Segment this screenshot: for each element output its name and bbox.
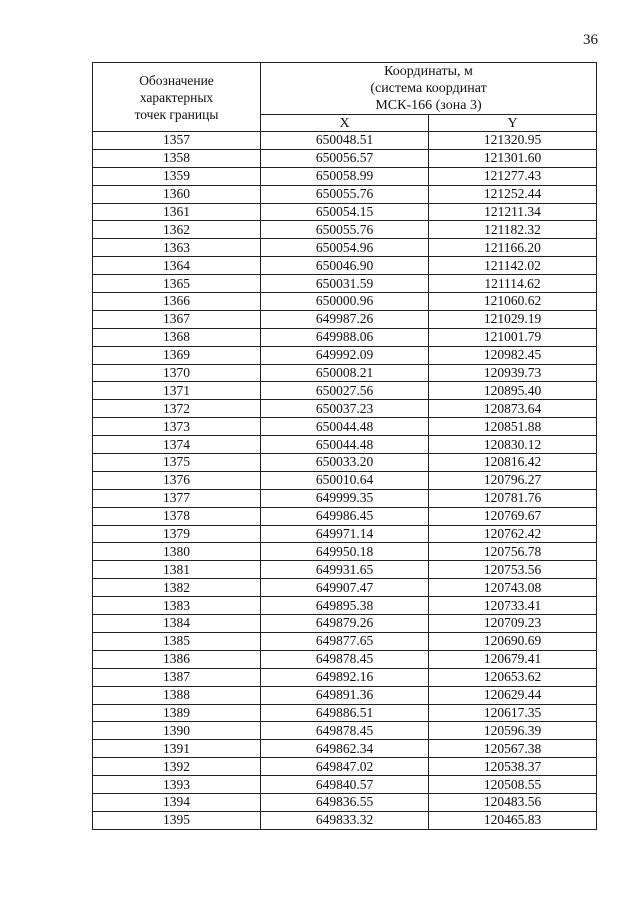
point-cell: 1390 xyxy=(93,722,261,740)
table-row xyxy=(93,668,597,686)
x-cell: 650046.90 xyxy=(261,257,429,275)
point-cell: 1382 xyxy=(93,579,261,597)
point-cell: 1367 xyxy=(93,310,261,328)
table-row xyxy=(93,525,597,543)
x-cell: 649847.02 xyxy=(261,758,429,776)
coordinates-header xyxy=(261,63,597,115)
y-cell: 121142.02 xyxy=(429,257,597,275)
y-cell: 120709.23 xyxy=(429,615,597,633)
point-cell: 1368 xyxy=(93,328,261,346)
table-row xyxy=(93,310,597,328)
x-cell: 649862.34 xyxy=(261,740,429,758)
y-cell: 121211.34 xyxy=(429,203,597,221)
x-cell: 649886.51 xyxy=(261,704,429,722)
y-cell: 120733.41 xyxy=(429,597,597,615)
x-cell: 650044.48 xyxy=(261,418,429,436)
point-cell: 1371 xyxy=(93,382,261,400)
y-cell: 120465.83 xyxy=(429,811,597,829)
table-row xyxy=(93,543,597,561)
table-row xyxy=(93,132,597,150)
x-cell: 649895.38 xyxy=(261,597,429,615)
point-cell: 1377 xyxy=(93,489,261,507)
point-header-line: точек границы xyxy=(134,106,219,122)
x-cell: 650054.96 xyxy=(261,239,429,257)
page-number: 36 xyxy=(583,32,598,48)
x-column-header: X xyxy=(261,115,429,132)
point-cell: 1387 xyxy=(93,668,261,686)
point-cell: 1393 xyxy=(93,776,261,794)
x-cell: 650037.23 xyxy=(261,400,429,418)
table-row xyxy=(93,704,597,722)
point-cell: 1362 xyxy=(93,221,261,239)
point-cell: 1391 xyxy=(93,740,261,758)
x-cell: 650056.57 xyxy=(261,149,429,167)
table-row xyxy=(93,615,597,633)
y-cell: 120596.39 xyxy=(429,722,597,740)
y-cell: 121320.95 xyxy=(429,132,597,150)
x-cell: 649907.47 xyxy=(261,579,429,597)
x-cell: 649836.55 xyxy=(261,793,429,811)
point-cell: 1378 xyxy=(93,507,261,525)
x-cell: 649878.45 xyxy=(261,722,429,740)
table-row xyxy=(93,471,597,489)
point-cell: 1395 xyxy=(93,811,261,829)
x-cell: 649879.26 xyxy=(261,615,429,633)
y-cell: 120873.64 xyxy=(429,400,597,418)
x-cell: 649877.65 xyxy=(261,632,429,650)
x-cell: 650033.20 xyxy=(261,454,429,472)
table-row xyxy=(93,293,597,311)
table-row xyxy=(93,167,597,185)
table-row xyxy=(93,740,597,758)
y-cell: 120796.27 xyxy=(429,471,597,489)
table-row xyxy=(93,400,597,418)
table-row xyxy=(93,382,597,400)
y-cell: 121001.79 xyxy=(429,328,597,346)
x-cell: 650055.76 xyxy=(261,185,429,203)
y-cell: 120617.35 xyxy=(429,704,597,722)
point-cell: 1370 xyxy=(93,364,261,382)
point-header-line: характерных xyxy=(139,89,214,105)
y-cell: 121182.32 xyxy=(429,221,597,239)
y-cell: 120679.41 xyxy=(429,650,597,668)
table-row xyxy=(93,328,597,346)
y-cell: 120538.37 xyxy=(429,758,597,776)
table-body xyxy=(93,132,597,830)
x-cell: 649986.45 xyxy=(261,507,429,525)
y-cell: 120567.38 xyxy=(429,740,597,758)
point-cell: 1375 xyxy=(93,454,261,472)
x-cell: 649987.26 xyxy=(261,310,429,328)
x-cell: 649892.16 xyxy=(261,668,429,686)
point-cell: 1366 xyxy=(93,293,261,311)
x-cell: 650055.76 xyxy=(261,221,429,239)
table-row xyxy=(93,579,597,597)
x-cell: 649988.06 xyxy=(261,328,429,346)
table-header xyxy=(93,63,597,132)
y-cell: 121252.44 xyxy=(429,185,597,203)
y-cell: 120762.42 xyxy=(429,525,597,543)
y-cell: 121301.60 xyxy=(429,149,597,167)
point-cell: 1392 xyxy=(93,758,261,776)
y-cell: 121029.19 xyxy=(429,310,597,328)
y-cell: 120690.69 xyxy=(429,632,597,650)
y-column-header: Y xyxy=(429,115,597,132)
y-cell: 120816.42 xyxy=(429,454,597,472)
x-cell: 650027.56 xyxy=(261,382,429,400)
x-cell: 650008.21 xyxy=(261,364,429,382)
x-cell: 649891.36 xyxy=(261,686,429,704)
table-row xyxy=(93,597,597,615)
x-cell: 649840.57 xyxy=(261,776,429,794)
y-cell: 120781.76 xyxy=(429,489,597,507)
coords-header-line: МСК-166 (зона 3) xyxy=(375,98,482,113)
point-cell: 1363 xyxy=(93,239,261,257)
x-cell: 650044.48 xyxy=(261,436,429,454)
point-cell: 1360 xyxy=(93,185,261,203)
coords-header-line: (система координат xyxy=(370,81,487,96)
table-row xyxy=(93,436,597,454)
table-row xyxy=(93,221,597,239)
x-cell: 649950.18 xyxy=(261,543,429,561)
y-cell: 120629.44 xyxy=(429,686,597,704)
table-row xyxy=(93,650,597,668)
boundary-coordinates-table xyxy=(92,62,597,830)
x-cell: 650048.51 xyxy=(261,132,429,150)
point-cell: 1379 xyxy=(93,525,261,543)
table-row xyxy=(93,561,597,579)
point-cell: 1384 xyxy=(93,615,261,633)
table-row xyxy=(93,418,597,436)
point-cell: 1364 xyxy=(93,257,261,275)
point-cell: 1359 xyxy=(93,167,261,185)
y-cell: 120483.56 xyxy=(429,793,597,811)
table-row xyxy=(93,257,597,275)
y-cell: 120753.56 xyxy=(429,561,597,579)
table-row xyxy=(93,239,597,257)
y-cell: 121166.20 xyxy=(429,239,597,257)
y-cell: 121277.43 xyxy=(429,167,597,185)
point-cell: 1385 xyxy=(93,632,261,650)
y-cell: 120895.40 xyxy=(429,382,597,400)
table-row xyxy=(93,185,597,203)
point-cell: 1389 xyxy=(93,704,261,722)
table-row xyxy=(93,203,597,221)
point-cell: 1369 xyxy=(93,346,261,364)
y-cell: 120830.12 xyxy=(429,436,597,454)
x-cell: 649999.35 xyxy=(261,489,429,507)
point-cell: 1361 xyxy=(93,203,261,221)
x-cell: 649878.45 xyxy=(261,650,429,668)
x-cell: 650031.59 xyxy=(261,275,429,293)
x-cell: 649971.14 xyxy=(261,525,429,543)
y-cell: 120743.08 xyxy=(429,579,597,597)
table-row xyxy=(93,149,597,167)
y-cell: 120982.45 xyxy=(429,346,597,364)
y-cell: 120851.88 xyxy=(429,418,597,436)
point-cell: 1372 xyxy=(93,400,261,418)
coords-header-line: Координаты, м xyxy=(384,64,473,79)
y-cell: 120939.73 xyxy=(429,364,597,382)
x-cell: 650010.64 xyxy=(261,471,429,489)
table-row xyxy=(93,632,597,650)
y-cell: 121060.62 xyxy=(429,293,597,311)
point-cell: 1386 xyxy=(93,650,261,668)
point-designation-header xyxy=(93,63,261,132)
point-cell: 1376 xyxy=(93,471,261,489)
x-cell: 649931.65 xyxy=(261,561,429,579)
point-cell: 1381 xyxy=(93,561,261,579)
table-row xyxy=(93,275,597,293)
x-cell: 650000.96 xyxy=(261,293,429,311)
point-cell: 1365 xyxy=(93,275,261,293)
y-cell: 120508.55 xyxy=(429,776,597,794)
point-cell: 1374 xyxy=(93,436,261,454)
table-row xyxy=(93,811,597,829)
table-row xyxy=(93,489,597,507)
y-cell: 120653.62 xyxy=(429,668,597,686)
point-cell: 1358 xyxy=(93,149,261,167)
table-row xyxy=(93,793,597,811)
point-cell: 1394 xyxy=(93,793,261,811)
point-header-line: Обозначение xyxy=(139,72,214,88)
y-cell: 120756.78 xyxy=(429,543,597,561)
point-cell: 1373 xyxy=(93,418,261,436)
point-cell: 1380 xyxy=(93,543,261,561)
point-cell: 1357 xyxy=(93,132,261,150)
table-row xyxy=(93,722,597,740)
point-cell: 1383 xyxy=(93,597,261,615)
y-cell: 120769.67 xyxy=(429,507,597,525)
point-cell: 1388 xyxy=(93,686,261,704)
y-cell: 121114.62 xyxy=(429,275,597,293)
table-row xyxy=(93,364,597,382)
table-row xyxy=(93,758,597,776)
x-cell: 650054.15 xyxy=(261,203,429,221)
table-row xyxy=(93,686,597,704)
x-cell: 650058.99 xyxy=(261,167,429,185)
x-cell: 649992.09 xyxy=(261,346,429,364)
table-row xyxy=(93,507,597,525)
table-row xyxy=(93,346,597,364)
table-row xyxy=(93,454,597,472)
table-row xyxy=(93,776,597,794)
x-cell: 649833.32 xyxy=(261,811,429,829)
